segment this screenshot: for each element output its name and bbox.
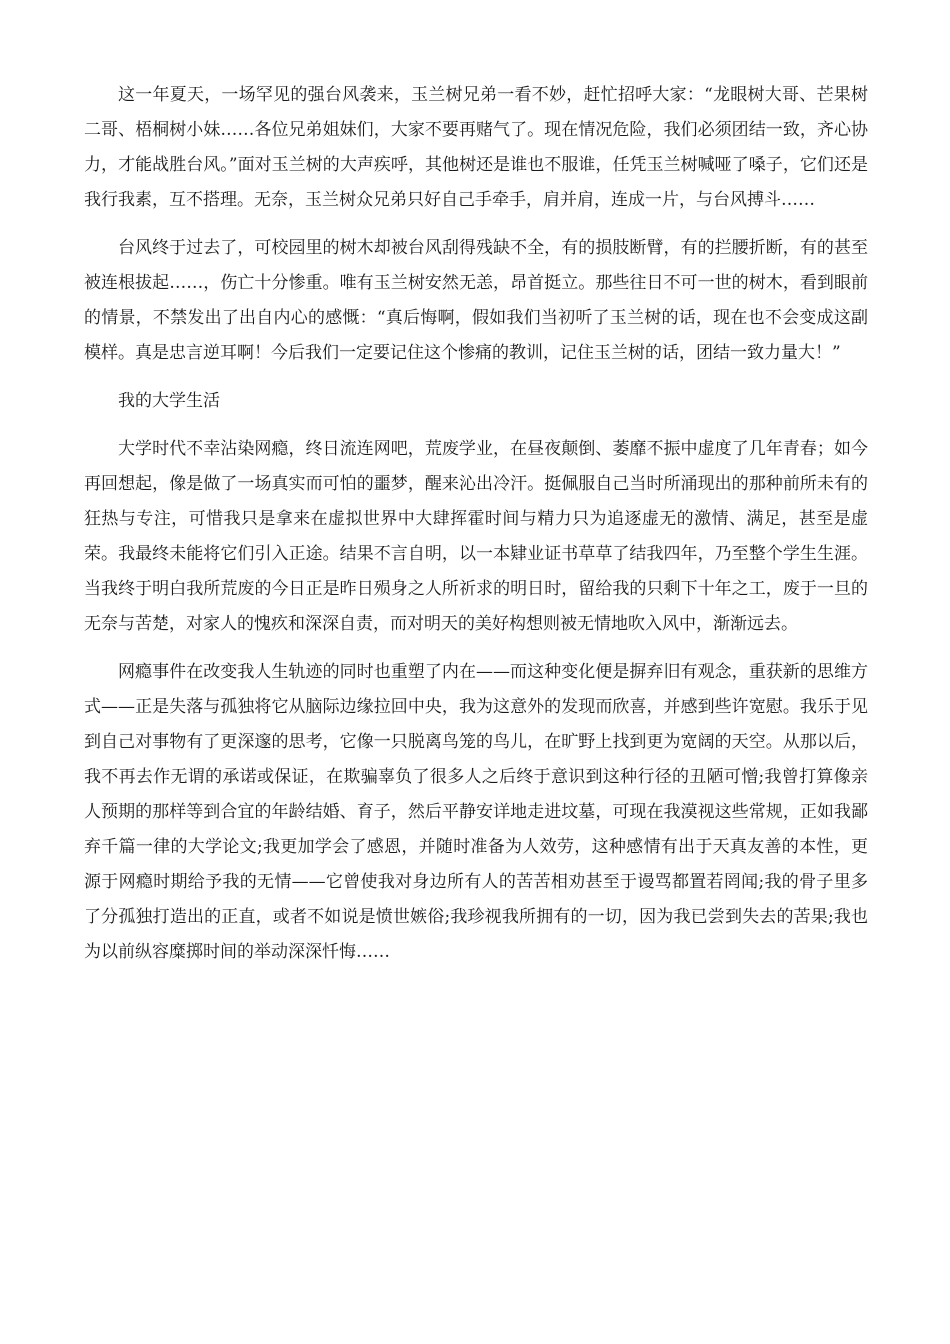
essay-title: 我的大学生活 xyxy=(118,391,220,411)
paragraph-internet-addiction: 大学时代不幸沾染网瘾，终日流连网吧，荒废学业，在昼夜颠倒、萎靡不振中虚度了几年青春；如今再回想起，像是做了一场真实而可怕的噩梦，醒来沁出冷汗。挺佩服自己当时所涌现出的那种前所未有的狂热与专注，可惜我只是拿来在虚拟世界中大肆挥霍时间与精力只为追逐虚无的激情、满足，甚至是虚荣。我最终未能将它们引入正途。结果不言自明，以一本肄业证书草草了结我四年，乃至整个学生生涯。当我终于明白我所荒废的今日正是昨日殒身之人所祈求的明日时，留给我的只剩下十年之工，废于一旦的无奈与苦楚，对家人的愧疚和深深自责，而对明天的美好构想则被无情地吹入风中，渐渐远去。 xyxy=(84,439,868,634)
paragraph-aftermath: 台风终于过去了，可校园里的树木却被台风刮得残缺不全，有的损肢断臂，有的拦腰折断，有的甚至被连根拔起……，伤亡十分惨重。唯有玉兰树安然无恙，昂首挺立。那些往日不可一世的树木，看到眼前的情景，不禁发出了出自内心的感慨：“真后悔啊，假如我们当初听了玉兰树的话，现在也不会变成这副模样。真是忠言逆耳啊！今后我们一定要记住这个惨痛的教训，记住玉兰树的话，团结一致力量大！” xyxy=(84,238,868,363)
paragraph-typhoon: 这一年夏天，一场罕见的强台风袭来，玉兰树兄弟一看不妙，赶忙招呼大家：“龙眼树大哥、芒果树二哥、梧桐树小妹……各位兄弟姐妹们，大家不要再赌气了。现在情况危险，我们必须团结一致，齐心协力，才能战胜台风。”面对玉兰树的大声疾呼，其他树还是谁也不服谁，任凭玉兰树喊哑了嗓子，它们还是我行我素，互不搭理。无奈，玉兰树众兄弟只好自己手牵手，肩并肩，连成一片，与台风搏斗…… xyxy=(84,85,868,210)
document-page xyxy=(84,78,868,983)
paragraph-reflection: 网瘾事件在改变我人生轨迹的同时也重塑了内在——而这种变化便是摒弃旧有观念，重获新的思维方式——正是失落与孤独将它从脑际边缘拉回中央，我为这意外的发现而欣喜，并感到些许宽慰。我乐于见到自己对事物有了更深邃的思考，它像一只脱离鸟笼的鸟儿，在旷野上找到更为宽阔的天空。从那以后，我不再去作无谓的承诺或保证，在欺骗辜负了很多人之后终于意识到这种行径的丑陋可憎;我曾打算像亲人预期的那样等到合宜的年龄结婚、育子，然后平静安详地走进坟墓，可现在我漠视这些常规，正如我鄙弃千篇一律的大学论文;我更加学会了感恩，并随时准备为人效劳，这种感情有出于天真友善的本性，更源于网瘾时期给予我的无情——它曾使我对身边所有人的苦苦相劝甚至于谩骂都置若罔闻;我的骨子里多了分孤独打造出的正直，或者不如说是愤世嫉俗;我珍视我所拥有的一切，因为我已尝到失去的苦果;我也为以前纵容糜掷时间的举动深深忏悔…… xyxy=(84,662,868,962)
